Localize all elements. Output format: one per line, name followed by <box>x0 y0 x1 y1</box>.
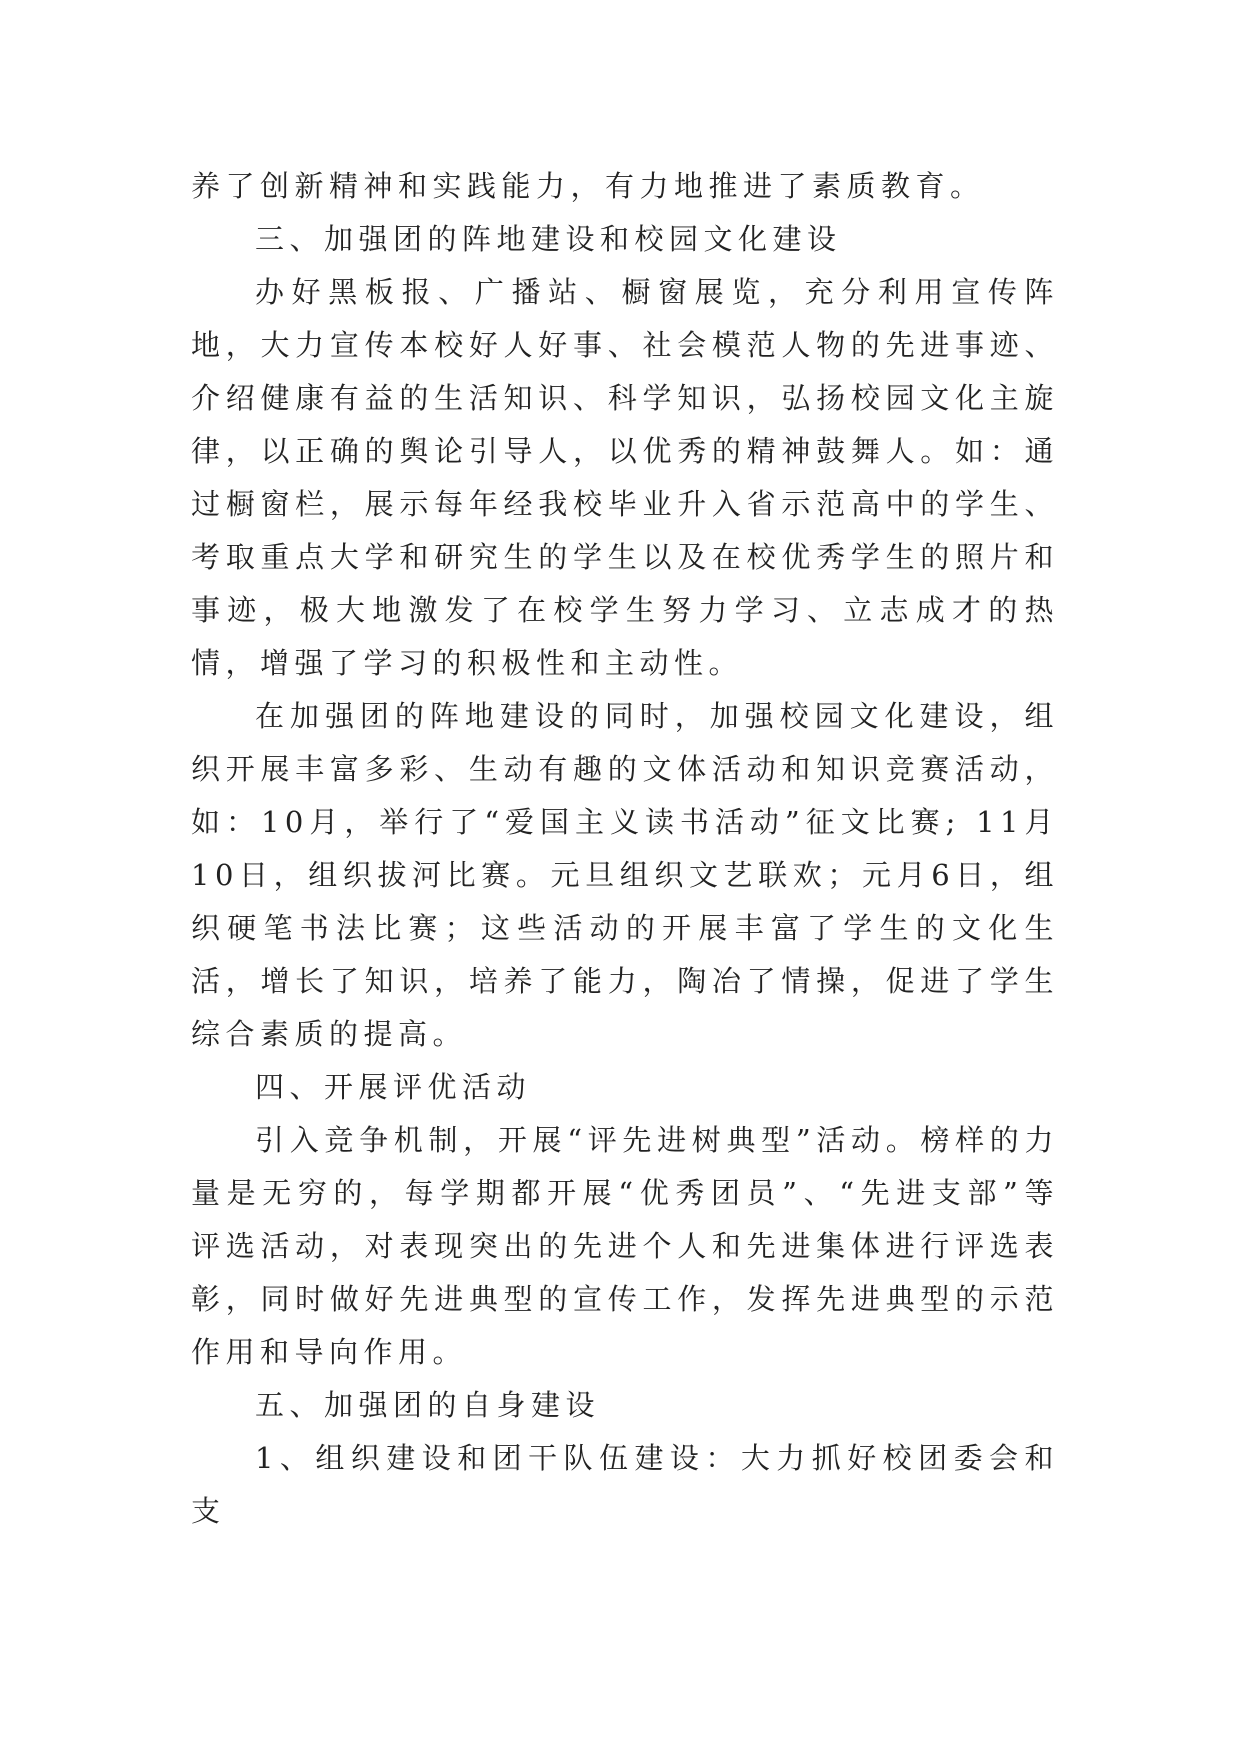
section-heading-three: 三、加强团的阵地建设和校园文化建设 <box>255 222 842 256</box>
paragraph-continuation: 养了创新精神和实践能力，有力地推进了素质教育。 <box>191 169 985 203</box>
section-heading-four: 四、开展评优活动 <box>255 1070 532 1104</box>
paragraph-propaganda: 办好黑板报、广播站、橱窗展览，充分利用宣传阵地，大力宣传本校好人好事、社会模范人物的先进事迹、介绍健康有益的生活知识、科学知识，弘扬校园文化主旋律，以正确的舆论引导人，以优秀的精神鼓舞人。如：通过橱窗栏，展示每年经我校毕业升入省示范高中的学生、考取重点大学和研究生的学生以及在校优秀学生的照片和事迹，极大地激发了在校学生努力学习、立志成才的热情，增强了学习的积极性和主动性。 <box>191 275 1059 680</box>
document-body <box>191 160 1059 1538</box>
paragraph-campus-culture: 在加强团的阵地建设的同时，加强校园文化建设，组织开展丰富多彩、生动有趣的文体活动和知识竞赛活动， 如：10月，举行了“爱国主义读书活动”征文比赛; 11月10日，组织拔河比赛。元旦组织文艺联欢；元月6日，组织硬笔书法比赛；这些活动的开展丰富了学生的文化生活，增长了知识，培养了能力，陶冶了情操，促进了学生综合素质的提高。 <box>191 699 1059 1051</box>
paragraph-organization: 1、组织建设和团干队伍建设：大力抓好校团委会和支 <box>191 1441 1059 1528</box>
paragraph-evaluation: 引入竞争机制，开展“评先进树典型”活动。榜样的力量是无穷的，每学期都开展“优秀团员”、“先进支部”等评选活动，对表现突出的先进个人和先进集体进行评选表彰，同时做好先进典型的宣传工作，发挥先进典型的示范作用和导向作用。 <box>191 1123 1059 1369</box>
section-heading-five: 五、加强团的自身建设 <box>255 1388 601 1422</box>
